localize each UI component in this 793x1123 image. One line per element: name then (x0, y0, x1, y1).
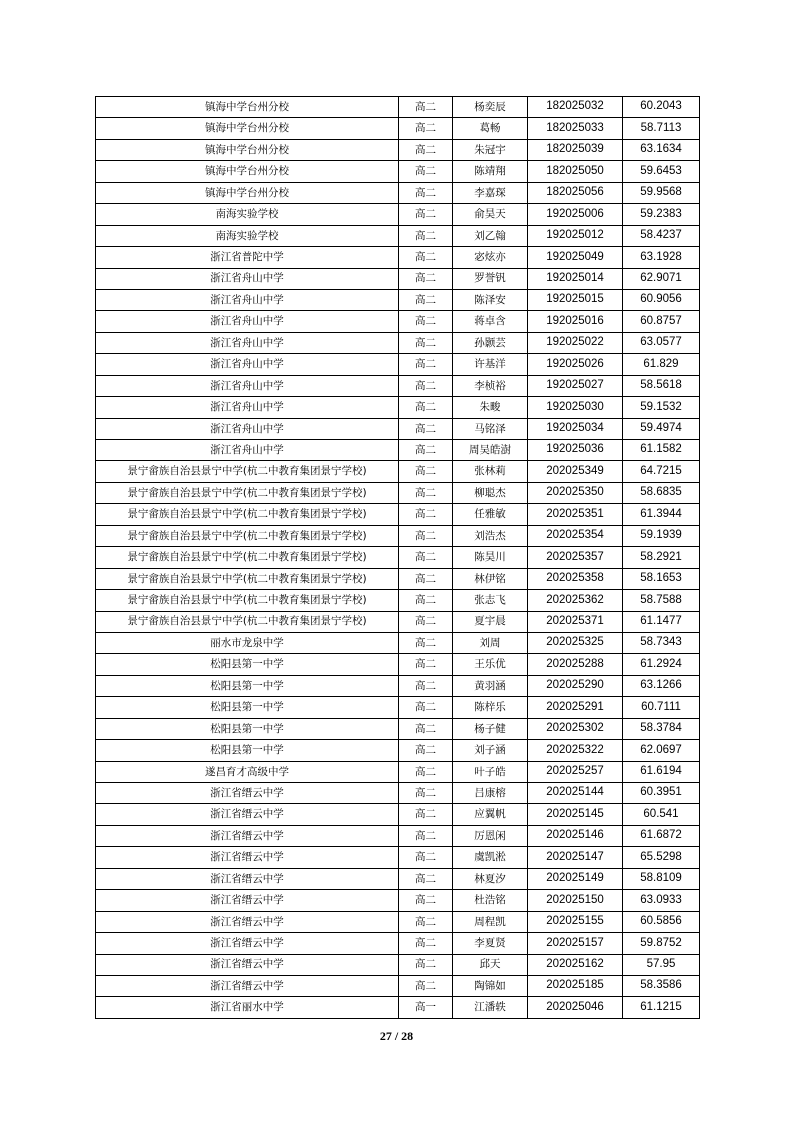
school-cell: 浙江省缙云中学 (96, 911, 399, 932)
table-row (96, 139, 700, 160)
table-row (96, 804, 700, 825)
exam-id-cell: 202025150 (528, 890, 623, 911)
grade-cell: 高二 (399, 504, 453, 525)
exam-id-cell: 182025050 (528, 161, 623, 182)
grade-cell: 高二 (399, 675, 453, 696)
school-cell: 浙江省舟山中学 (96, 375, 399, 396)
exam-id-cell: 202025350 (528, 482, 623, 503)
exam-id-cell: 202025371 (528, 611, 623, 632)
score-cell: 58.7343 (623, 632, 700, 653)
grade-cell: 高二 (399, 525, 453, 546)
school-cell: 松阳县第一中学 (96, 675, 399, 696)
exam-id-cell: 202025146 (528, 825, 623, 846)
score-cell: 59.4974 (623, 418, 700, 439)
score-cell: 58.4237 (623, 225, 700, 246)
school-cell: 景宁畲族自治县景宁中学(杭二中教育集团景宁学校) (96, 525, 399, 546)
grade-cell: 高二 (399, 568, 453, 589)
grade-cell: 高二 (399, 354, 453, 375)
table-row (96, 504, 700, 525)
grade-cell: 高二 (399, 868, 453, 889)
student-name-cell: 张林莉 (453, 461, 528, 482)
score-cell: 58.7588 (623, 590, 700, 611)
school-cell: 浙江省缙云中学 (96, 847, 399, 868)
grade-cell: 高二 (399, 204, 453, 225)
score-cell: 60.7111 (623, 697, 700, 718)
student-name-cell: 孙颢芸 (453, 332, 528, 353)
exam-id-cell: 202025325 (528, 632, 623, 653)
table-row (96, 632, 700, 653)
school-cell: 浙江省舟山中学 (96, 332, 399, 353)
table-row (96, 761, 700, 782)
exam-id-cell: 192025015 (528, 289, 623, 310)
student-name-cell: 刘周 (453, 632, 528, 653)
grade-cell: 高二 (399, 783, 453, 804)
exam-id-cell: 202025157 (528, 933, 623, 954)
student-name-cell: 李嘉琛 (453, 182, 528, 203)
grade-cell: 高二 (399, 118, 453, 139)
exam-id-cell: 182025056 (528, 182, 623, 203)
student-name-cell: 朱畯 (453, 397, 528, 418)
table-row (96, 204, 700, 225)
grade-cell: 高二 (399, 975, 453, 996)
exam-id-cell: 202025322 (528, 740, 623, 761)
school-cell: 浙江省舟山中学 (96, 289, 399, 310)
student-name-cell: 杜浩铭 (453, 890, 528, 911)
school-cell: 浙江省丽水中学 (96, 997, 399, 1018)
school-cell: 景宁畲族自治县景宁中学(杭二中教育集团景宁学校) (96, 461, 399, 482)
student-name-cell: 吕康榕 (453, 783, 528, 804)
student-name-cell: 周程凯 (453, 911, 528, 932)
grade-cell: 高二 (399, 804, 453, 825)
exam-id-cell: 202025046 (528, 997, 623, 1018)
student-name-cell: 叶子皓 (453, 761, 528, 782)
grade-cell: 高二 (399, 461, 453, 482)
grade-cell: 高二 (399, 482, 453, 503)
student-name-cell: 刘乙翰 (453, 225, 528, 246)
table-row (96, 740, 700, 761)
grade-cell: 高二 (399, 697, 453, 718)
school-cell: 丽水市龙泉中学 (96, 632, 399, 653)
grade-cell: 高二 (399, 375, 453, 396)
exam-id-cell: 202025290 (528, 675, 623, 696)
exam-id-cell: 202025288 (528, 654, 623, 675)
table-row (96, 247, 700, 268)
student-name-cell: 任雅敏 (453, 504, 528, 525)
grade-cell: 高二 (399, 397, 453, 418)
exam-id-cell: 182025032 (528, 97, 623, 118)
school-cell: 景宁畲族自治县景宁中学(杭二中教育集团景宁学校) (96, 590, 399, 611)
school-cell: 浙江省缙云中学 (96, 954, 399, 975)
table-row (96, 718, 700, 739)
exam-id-cell: 202025147 (528, 847, 623, 868)
school-cell: 镇海中学台州分校 (96, 182, 399, 203)
school-cell: 浙江省缙云中学 (96, 868, 399, 889)
exam-id-cell: 202025144 (528, 783, 623, 804)
grade-cell: 高二 (399, 161, 453, 182)
page-number: 27 / 28 (379, 1029, 414, 1043)
student-name-cell: 陶锦如 (453, 975, 528, 996)
grade-cell: 高二 (399, 654, 453, 675)
school-cell: 镇海中学台州分校 (96, 161, 399, 182)
student-name-cell: 蒋卓含 (453, 311, 528, 332)
grade-cell: 高二 (399, 225, 453, 246)
student-name-cell: 夏宇晨 (453, 611, 528, 632)
score-cell: 58.5618 (623, 375, 700, 396)
score-cell: 60.5856 (623, 911, 700, 932)
school-cell: 浙江省普陀中学 (96, 247, 399, 268)
score-cell: 61.6872 (623, 825, 700, 846)
student-name-cell: 罗誉钒 (453, 268, 528, 289)
table-row (96, 933, 700, 954)
results-table (95, 96, 700, 1019)
school-cell: 松阳县第一中学 (96, 654, 399, 675)
exam-id-cell: 202025362 (528, 590, 623, 611)
score-cell: 61.3944 (623, 504, 700, 525)
score-cell: 62.9071 (623, 268, 700, 289)
student-name-cell: 厉恩闲 (453, 825, 528, 846)
table-row (96, 161, 700, 182)
score-cell: 63.1634 (623, 139, 700, 160)
student-name-cell: 虞凯淞 (453, 847, 528, 868)
table-row (96, 311, 700, 332)
grade-cell: 高二 (399, 911, 453, 932)
grade-cell: 高一 (399, 997, 453, 1018)
exam-id-cell: 202025291 (528, 697, 623, 718)
table-row (96, 182, 700, 203)
exam-id-cell: 192025014 (528, 268, 623, 289)
grade-cell: 高二 (399, 311, 453, 332)
score-cell: 58.3586 (623, 975, 700, 996)
table-row (96, 332, 700, 353)
school-cell: 景宁畲族自治县景宁中学(杭二中教育集团景宁学校) (96, 568, 399, 589)
student-name-cell: 杨奕辰 (453, 97, 528, 118)
table-row (96, 975, 700, 996)
exam-id-cell: 192025016 (528, 311, 623, 332)
score-cell: 63.0577 (623, 332, 700, 353)
grade-cell: 高二 (399, 847, 453, 868)
table-row (96, 954, 700, 975)
grade-cell: 高二 (399, 933, 453, 954)
grade-cell: 高二 (399, 718, 453, 739)
exam-id-cell: 202025155 (528, 911, 623, 932)
table-row (96, 118, 700, 139)
student-name-cell: 陈梓乐 (453, 697, 528, 718)
grade-cell: 高二 (399, 611, 453, 632)
score-cell: 61.1215 (623, 997, 700, 1018)
grade-cell: 高二 (399, 590, 453, 611)
grade-cell: 高二 (399, 139, 453, 160)
score-cell: 58.3784 (623, 718, 700, 739)
school-cell: 景宁畲族自治县景宁中学(杭二中教育集团景宁学校) (96, 611, 399, 632)
score-cell: 61.2924 (623, 654, 700, 675)
exam-id-cell: 182025033 (528, 118, 623, 139)
table-row (96, 440, 700, 461)
table-row (96, 847, 700, 868)
score-cell: 62.0697 (623, 740, 700, 761)
grade-cell: 高二 (399, 547, 453, 568)
school-cell: 浙江省缙云中学 (96, 783, 399, 804)
table-row (96, 418, 700, 439)
table-row (96, 825, 700, 846)
table-row (96, 268, 700, 289)
exam-id-cell: 202025185 (528, 975, 623, 996)
exam-id-cell: 202025302 (528, 718, 623, 739)
score-cell: 58.2921 (623, 547, 700, 568)
score-cell: 61.6194 (623, 761, 700, 782)
student-name-cell: 俞昊天 (453, 204, 528, 225)
exam-id-cell: 192025030 (528, 397, 623, 418)
school-cell: 镇海中学台州分校 (96, 118, 399, 139)
school-cell: 遂昌育才高级中学 (96, 761, 399, 782)
table-row (96, 890, 700, 911)
school-cell: 浙江省缙云中学 (96, 933, 399, 954)
student-name-cell: 黄羽涵 (453, 675, 528, 696)
student-name-cell: 杨子健 (453, 718, 528, 739)
grade-cell: 高二 (399, 97, 453, 118)
table-row (96, 675, 700, 696)
score-cell: 59.6453 (623, 161, 700, 182)
score-cell: 60.541 (623, 804, 700, 825)
score-cell: 58.6835 (623, 482, 700, 503)
grade-cell: 高二 (399, 632, 453, 653)
school-cell: 浙江省舟山中学 (96, 268, 399, 289)
exam-id-cell: 192025012 (528, 225, 623, 246)
school-cell: 松阳县第一中学 (96, 697, 399, 718)
school-cell: 景宁畲族自治县景宁中学(杭二中教育集团景宁学校) (96, 482, 399, 503)
student-name-cell: 柳聪杰 (453, 482, 528, 503)
exam-id-cell: 192025034 (528, 418, 623, 439)
school-cell: 浙江省舟山中学 (96, 418, 399, 439)
exam-id-cell: 202025351 (528, 504, 623, 525)
student-name-cell: 林伊铭 (453, 568, 528, 589)
student-name-cell: 王乐优 (453, 654, 528, 675)
student-name-cell: 刘子涵 (453, 740, 528, 761)
score-cell: 61.1582 (623, 440, 700, 461)
table-row (96, 783, 700, 804)
score-cell: 64.7215 (623, 461, 700, 482)
grade-cell: 高二 (399, 268, 453, 289)
student-name-cell: 马铭泽 (453, 418, 528, 439)
exam-id-cell: 202025257 (528, 761, 623, 782)
grade-cell: 高二 (399, 247, 453, 268)
table-row (96, 997, 700, 1018)
student-name-cell: 刘浩杰 (453, 525, 528, 546)
table-row (96, 289, 700, 310)
student-name-cell: 邱天 (453, 954, 528, 975)
student-name-cell: 葛畅 (453, 118, 528, 139)
school-cell: 南海实验学校 (96, 204, 399, 225)
score-cell: 60.8757 (623, 311, 700, 332)
student-name-cell: 陈昊川 (453, 547, 528, 568)
student-name-cell: 江潘轶 (453, 997, 528, 1018)
score-cell: 58.8109 (623, 868, 700, 889)
table-row (96, 868, 700, 889)
student-name-cell: 李夏贤 (453, 933, 528, 954)
school-cell: 镇海中学台州分校 (96, 97, 399, 118)
table-body (96, 97, 700, 1019)
school-cell: 南海实验学校 (96, 225, 399, 246)
grade-cell: 高二 (399, 182, 453, 203)
exam-id-cell: 192025006 (528, 204, 623, 225)
school-cell: 浙江省舟山中学 (96, 397, 399, 418)
score-cell: 58.1653 (623, 568, 700, 589)
score-cell: 63.0933 (623, 890, 700, 911)
table-row (96, 525, 700, 546)
score-cell: 59.9568 (623, 182, 700, 203)
exam-id-cell: 202025358 (528, 568, 623, 589)
table-row (96, 611, 700, 632)
exam-id-cell: 182025039 (528, 139, 623, 160)
score-cell: 63.1928 (623, 247, 700, 268)
exam-id-cell: 192025036 (528, 440, 623, 461)
school-cell: 浙江省缙云中学 (96, 825, 399, 846)
grade-cell: 高二 (399, 418, 453, 439)
score-cell: 59.2383 (623, 204, 700, 225)
student-name-cell: 宓炫亦 (453, 247, 528, 268)
table-row (96, 461, 700, 482)
grade-cell: 高二 (399, 289, 453, 310)
exam-id-cell: 202025145 (528, 804, 623, 825)
grade-cell: 高二 (399, 332, 453, 353)
student-name-cell: 朱冠宇 (453, 139, 528, 160)
exam-id-cell: 202025357 (528, 547, 623, 568)
school-cell: 松阳县第一中学 (96, 740, 399, 761)
school-cell: 浙江省舟山中学 (96, 440, 399, 461)
school-cell: 景宁畲族自治县景宁中学(杭二中教育集团景宁学校) (96, 504, 399, 525)
score-cell: 61.829 (623, 354, 700, 375)
exam-id-cell: 202025149 (528, 868, 623, 889)
exam-id-cell: 202025354 (528, 525, 623, 546)
score-cell: 59.1939 (623, 525, 700, 546)
table-row (96, 654, 700, 675)
student-name-cell: 林夏汐 (453, 868, 528, 889)
student-name-cell: 李桢裕 (453, 375, 528, 396)
table-row (96, 697, 700, 718)
grade-cell: 高二 (399, 740, 453, 761)
grade-cell: 高二 (399, 890, 453, 911)
table-row (96, 568, 700, 589)
score-cell: 60.3951 (623, 783, 700, 804)
exam-id-cell: 202025162 (528, 954, 623, 975)
table-row (96, 482, 700, 503)
exam-id-cell: 192025027 (528, 375, 623, 396)
student-name-cell: 张志飞 (453, 590, 528, 611)
student-name-cell: 许基洋 (453, 354, 528, 375)
table-row (96, 547, 700, 568)
exam-id-cell: 192025026 (528, 354, 623, 375)
table-row (96, 97, 700, 118)
school-cell: 松阳县第一中学 (96, 718, 399, 739)
table-row (96, 225, 700, 246)
exam-id-cell: 192025022 (528, 332, 623, 353)
grade-cell: 高二 (399, 954, 453, 975)
grade-cell: 高二 (399, 761, 453, 782)
grade-cell: 高二 (399, 825, 453, 846)
score-cell: 59.8752 (623, 933, 700, 954)
table-row (96, 375, 700, 396)
school-cell: 景宁畲族自治县景宁中学(杭二中教育集团景宁学校) (96, 547, 399, 568)
student-name-cell: 陈靖翔 (453, 161, 528, 182)
score-cell: 65.5298 (623, 847, 700, 868)
school-cell: 浙江省舟山中学 (96, 354, 399, 375)
grade-cell: 高二 (399, 440, 453, 461)
school-cell: 镇海中学台州分校 (96, 139, 399, 160)
student-name-cell: 陈泽安 (453, 289, 528, 310)
school-cell: 浙江省缙云中学 (96, 890, 399, 911)
student-name-cell: 应翼帆 (453, 804, 528, 825)
exam-id-cell: 202025349 (528, 461, 623, 482)
score-cell: 57.95 (623, 954, 700, 975)
school-cell: 浙江省缙云中学 (96, 804, 399, 825)
school-cell: 浙江省缙云中学 (96, 975, 399, 996)
exam-id-cell: 192025049 (528, 247, 623, 268)
score-cell: 61.1477 (623, 611, 700, 632)
table-row (96, 397, 700, 418)
table-row (96, 911, 700, 932)
school-cell: 浙江省舟山中学 (96, 311, 399, 332)
student-name-cell: 周吴皓澍 (453, 440, 528, 461)
score-cell: 60.9056 (623, 289, 700, 310)
score-cell: 60.2043 (623, 97, 700, 118)
score-cell: 63.1266 (623, 675, 700, 696)
score-cell: 58.7113 (623, 118, 700, 139)
table-row (96, 590, 700, 611)
table-row (96, 354, 700, 375)
score-cell: 59.1532 (623, 397, 700, 418)
